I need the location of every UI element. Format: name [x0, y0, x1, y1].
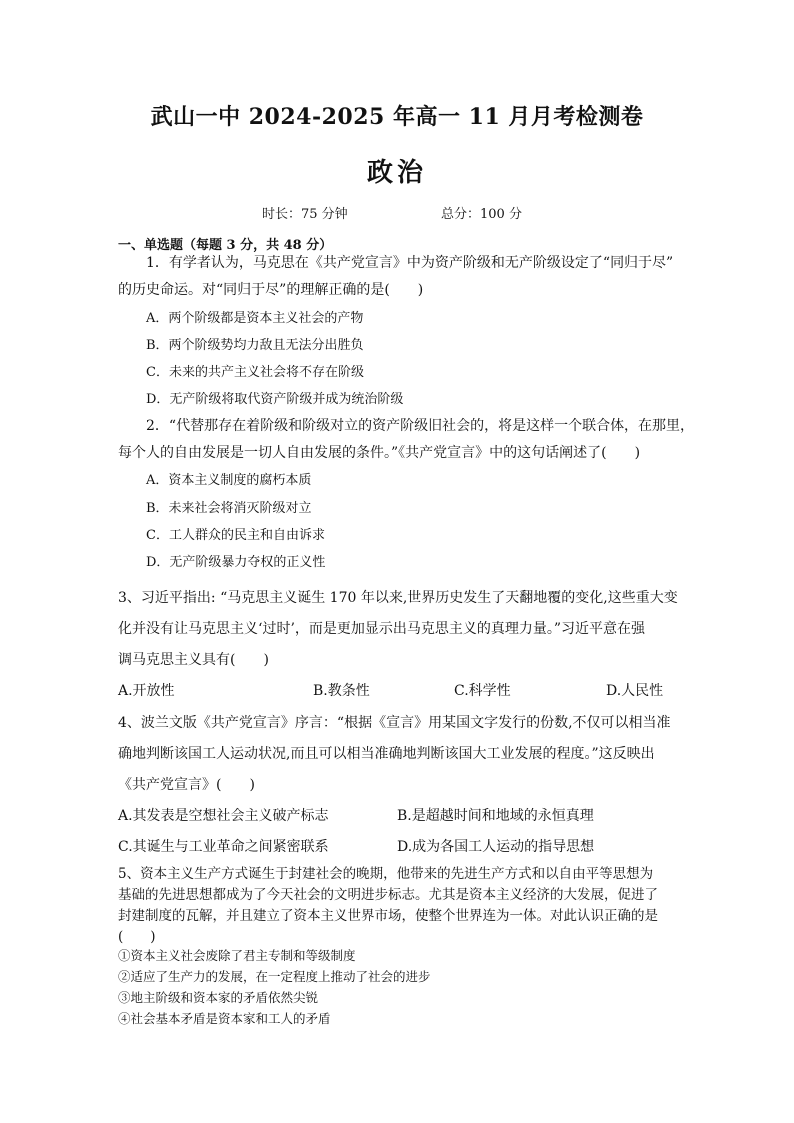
- question-5-line-1: 5、资本主义生产方式诞生于封建社会的晚期，他带来的先进生产方式和以自由平等思想为: [118, 866, 654, 882]
- question-3-option-c: C.科学性: [454, 683, 511, 699]
- question-1-line-1: 1．有学者认为，马克思在《共产党宣言》中为资产阶级和无产阶级设定了“同归于尽”: [146, 255, 674, 271]
- question-1-option-b: B．两个阶级势均力敌且无法分出胜负: [146, 338, 364, 353]
- question-4-option-a: A.其发表是空想社会主义破产标志: [118, 808, 329, 824]
- question-2-option-a: A．资本主义制度的腐朽本质: [146, 473, 312, 488]
- exam-total-score: 总分：100 分: [441, 207, 522, 222]
- question-2-line-2: 每个人的自由发展是一切人自由发展的条件。”《共产党宣言》中的这句话阐述了( ): [118, 445, 641, 461]
- question-1-option-c: C．未来的共产主义社会将不存在阶级: [146, 365, 364, 380]
- question-4-option-c: C.其诞生与工业革命之间紧密联系: [118, 839, 329, 855]
- question-2-option-d: D．无产阶级暴力夺权的正义性: [146, 555, 326, 570]
- question-3-line-1: 3、习近平指出: “马克思主义诞生 170 年以来,世界历史发生了天翻地覆的变化,这些重大变: [118, 590, 678, 606]
- question-3-line-3: 调马克思主义具有( ): [118, 652, 269, 668]
- question-3-option-b: B.教条性: [313, 683, 370, 699]
- question-2-option-b: B．未来社会将消灭阶级对立: [146, 501, 312, 516]
- section-heading: 一、单选题（每题 3 分，共 48 分）: [118, 238, 333, 253]
- question-5-line-3: 封建制度的瓦解，并且建立了资本主义世界市场，使整个世界连为一体。对此认识正确的是: [118, 908, 658, 924]
- question-5-item-3: ③地主阶级和资本家的矛盾依然尖锐: [118, 990, 319, 1005]
- exam-title: 武山一中 2024-2025 年高一 11 月月考检测卷: [150, 104, 644, 130]
- question-3-option-a: A.开放性: [118, 683, 175, 699]
- question-1-line-2: 的历史命运。对“同归于尽”的理解正确的是( ): [118, 282, 424, 298]
- question-5-item-1: ①资本主义社会废除了君主专制和等级制度: [118, 948, 356, 963]
- question-5-item-4: ④社会基本矛盾是资本家和工人的矛盾: [118, 1011, 331, 1026]
- question-2-option-c: C．工人群众的民主和自由诉求: [146, 528, 325, 543]
- question-1-option-a: A．两个阶级都是资本主义社会的产物: [146, 311, 364, 326]
- question-4-option-b: B.是超越时间和地域的永恒真理: [397, 808, 594, 824]
- question-5-line-4: ( ): [118, 929, 156, 945]
- question-3-line-2: 化并没有让马克思主义‘过时’，而是更加显示出马克思主义的真理力量。”习近平意在强: [118, 621, 646, 637]
- question-2-line-1: 2．“代替那存在着阶级和阶级对立的资产阶级旧社会的，将是这样一个联合体，在那里，: [146, 418, 695, 434]
- question-1-option-d: D．无产阶级将取代资产阶级并成为统治阶级: [146, 392, 404, 407]
- question-4-line-3: 《共产党宣言》( ): [118, 777, 255, 793]
- question-5-item-2: ②适应了生产力的发展，在一定程度上推动了社会的进步: [118, 969, 431, 984]
- subject-title: 政治: [366, 158, 427, 188]
- question-4-line-1: 4、波兰文版《共产党宣言》序言：“根据《宣言》用某国文字发行的份数,不仅可以相当准: [118, 715, 671, 731]
- question-4-option-d: D.成为各国工人运动的指导思想: [397, 839, 595, 855]
- question-5-line-2: 基础的先进思想都成为了今天社会的文明进步标志。尤其是资本主义经济的大发展，促进了: [118, 887, 658, 903]
- exam-duration: 时长：75 分钟: [262, 207, 348, 222]
- question-3-option-d: D.人民性: [606, 683, 664, 699]
- question-4-line-2: 确地判断该国工人运动状况,而且可以相当准确地判断该国大工业发展的程度。”这反映出: [118, 746, 655, 762]
